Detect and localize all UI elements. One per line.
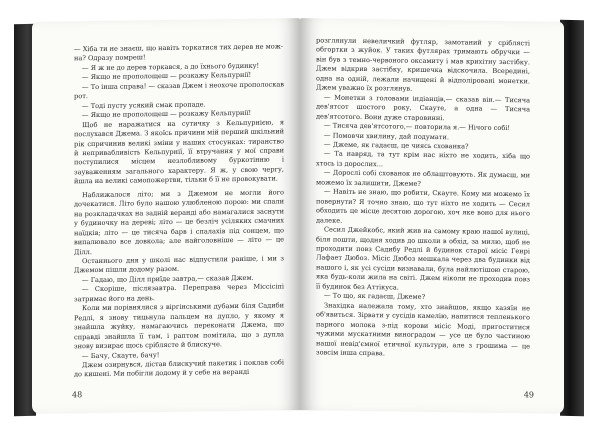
paragraph: — Бачу, Скауте, бачу! xyxy=(82,350,160,360)
left-page-text xyxy=(74,42,284,380)
paragraph: — Хіба ти не знаєш, що навіть торкатися тих дерев не мож- xyxy=(74,42,284,54)
paragraph: — Якщо не прополощеш — розкажу Кельпурнії! xyxy=(82,108,252,120)
paragraph: — Гадаю, що Ділл приїде завтра,— сказав Джем. xyxy=(82,273,254,285)
page-number-left: 48 xyxy=(72,390,83,400)
paragraph: — Навіть не знаю, що робити, Скауте. Кому ми можемо їх повернути? Я точно знаю, що тут ніхто не ходить — Сесил обходить це місце десятою дорогою, хоч яке воно для нього далеке. xyxy=(316,187,530,225)
paragraph: Щоб не наражатися на сутичку з Кельпурнією, я послухався Джема. З якоїсь причини мій перший шкільний рік спричинив великі зміни у наших стосунках: тиранство й непривабливість Кельпурнії, її втручання у мої справи поступилися місцем незлобливому буркотінню і зауваженням загального характеру. Я ж, у свою чергу, йшла на великі самопожертви, тільки б її не провокувати. xyxy=(74,117,284,186)
page-number-right: 49 xyxy=(523,390,534,400)
paragraph: розглянули невеличкий футляр, замотаний у сріблясті обгортки з жуйок. У таких футлярах тримають обручки — він був з темно-червоного оксамиту і мав крихітну застібку. Джем відкрив застібку, кришечка відскочила. Всередині, одна на одній, лежали начищені й відполіровані монетки. Джем уважно їх розглянув. xyxy=(316,36,530,93)
right-page-text xyxy=(316,36,530,360)
paragraph: Сесил Джейкобс, який жив на самому краю нашої вулиці, біля пошти, щодня ходив до школи в обхід, за милю, щоб не проходити повз Садибу Редлі й будинок старої місіс Генрі Лафает Дюбоз. Місіс Дюбоз мешкала через два будинки від нашого і, як усі сусіди визнавали, була найлютішою старою, яка будь-коли жила на світі. Джем ніколи не проходив повз її будинок без Аттікуса. xyxy=(316,225,530,292)
paragraph: Коли ми порівнялися з віргінськими дубами біля Садиби Редлі, я знову тицьнула пальцем на дупло, у якому я знайшла жуйку, намагаючись переконати Джема, що справді знайшла її там, і раптом помітила, що з дупла знову визирає щось сріблясте й блискуче. xyxy=(74,301,284,351)
paragraph: — Монетки з головами індіанців,— сказав він.— Тисяча дев'ятсот шостого року, Скауте, а одна — Тисяча дев'ятсотого. Вони дуже старовинні. xyxy=(316,93,530,122)
right-page xyxy=(300,18,564,414)
paragraph: Знахідка належала тому, хто знайшов, якщо хазяїн не об'явиться. Зірвати у сусідів камелію, напитися тепленького парного молока з-під корови місіс Моді, пригоститися чужими мускатними виноградом — усе це було частиною нашої невід'ємної етичної культури, але з грошима — це зовсім інша справа. xyxy=(316,301,530,358)
paragraph: Наближалося літо; ми з Джемом не могли його дочекатися. Літо було нашою улюбленою порою: ми спали на розкладачках на задній веранді або намагалися заснути у будиночку на дереві; літо — це безліч усіляких смачних наїдків; літо — це тисяча барв і спалахів під сонцем, що випалювало все довкола; але найголовніше — літо — це Ділл. xyxy=(74,188,284,256)
paragraph: — Та навряд, та тут крім нас ніхто не ходить, хіба що хтось із дорослих... xyxy=(316,149,530,169)
left-page xyxy=(32,18,300,414)
paragraph: — Скоріше, післязавтра. Переправа через Міссісіпі затримає його на день. xyxy=(74,282,284,304)
paragraph: — Джеме, як гадаєш, це чиясь схованка? xyxy=(324,140,469,151)
paragraph: — Я ж не до дерев торкався, а до їхнього будинку! xyxy=(82,61,260,73)
paragraph: — Тисяча дев'ятсотого,— повторила я.— Нічого собі! xyxy=(324,121,511,133)
paragraph: Джем озирнувся, дістав блискучий пакетик і поклав собі до кишені. Ми побігли додому й у себе на веранді xyxy=(74,358,284,379)
paragraph: — То інша справа! — сказав Джем і неохоче прополоскав рот. xyxy=(74,80,284,101)
paragraph: — То що, як гадаєш, Джеме? xyxy=(324,291,426,302)
paragraph: Останнього дня у школі нас відпустили раніше, і ми з Джемом пішли додому разом. xyxy=(74,254,284,275)
paragraph: — Помовчи хвилину, дай подумати. xyxy=(324,131,449,141)
paragraph: на? Одразу помреш! xyxy=(74,53,146,63)
paragraph: — Дорослі собі схованок не облаштовують. Як думаєш, ми можемо їх залишити, Джеме? xyxy=(316,168,530,188)
paragraph: — Тоді пусту усякий смак пропаде. xyxy=(82,100,206,110)
paragraph: — Якщо не прополощеш — розкажу Кельпурнії! xyxy=(82,71,252,82)
